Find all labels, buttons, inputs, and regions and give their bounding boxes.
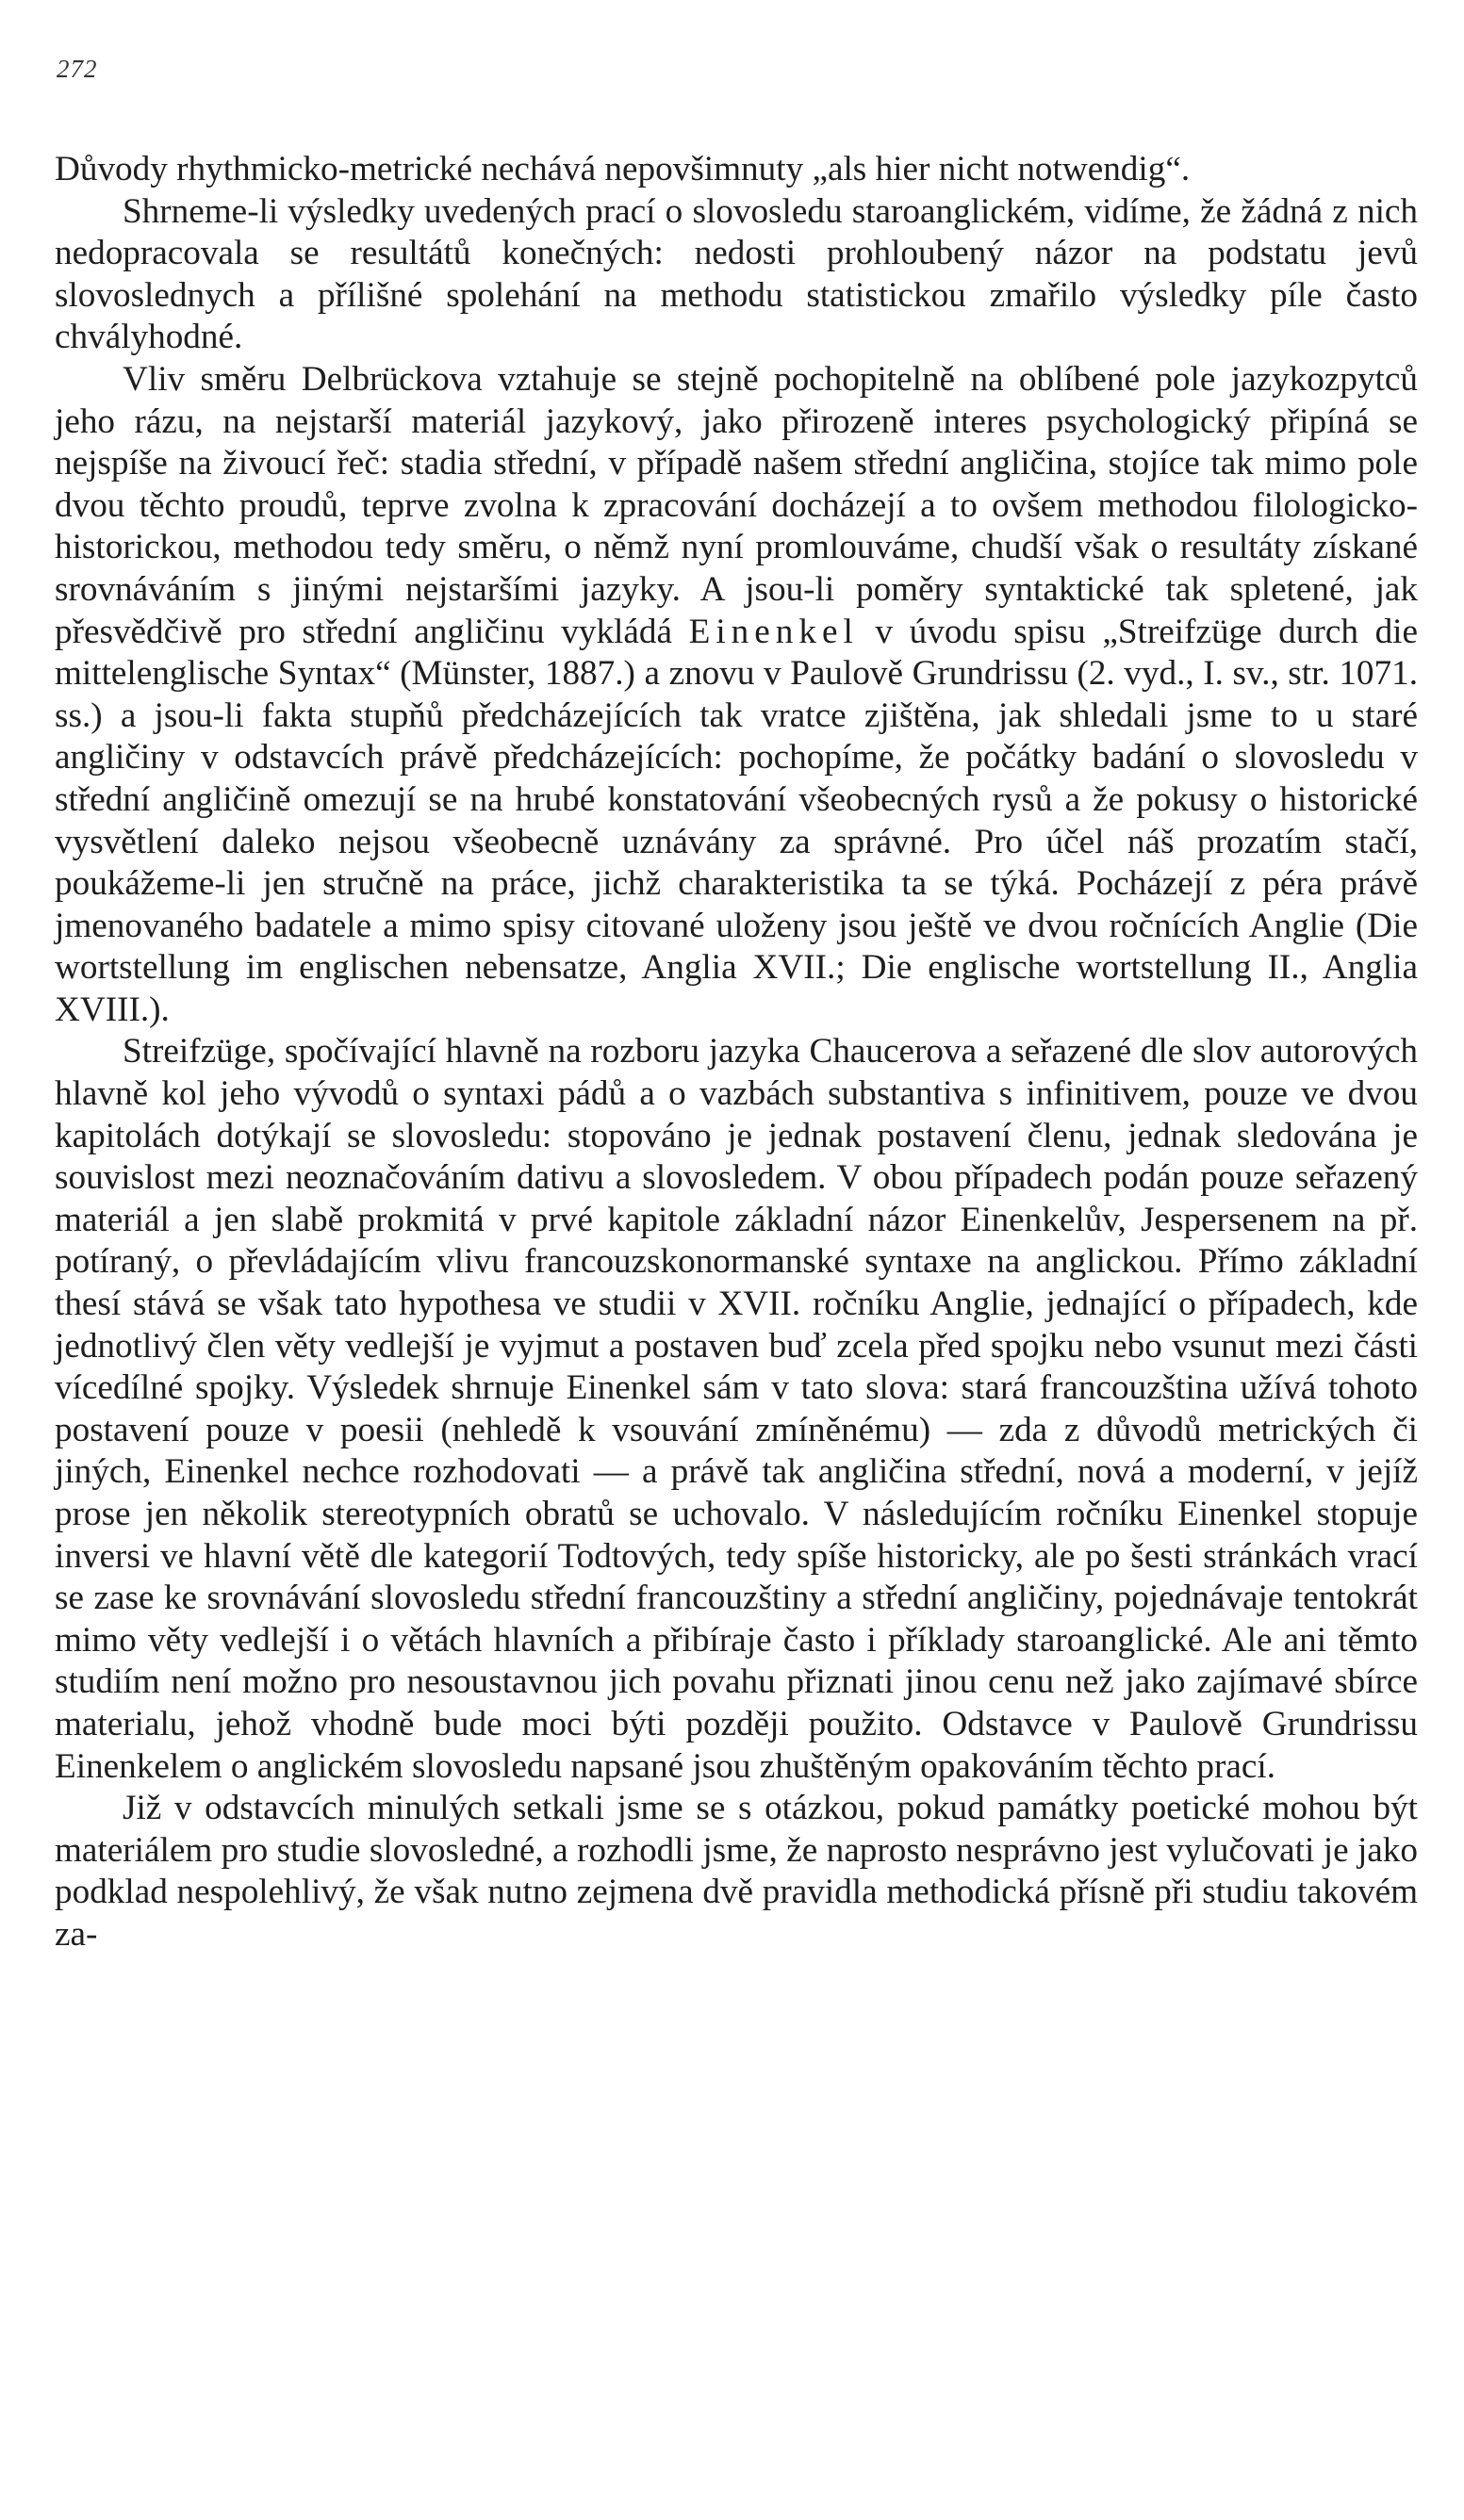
paragraph-3-text-a: Vliv směru Delbrückova vztahuje se stejně pochopitelně na oblíbené pole jazykozpytců jeho rázu, na nejstarší materiál jazykový, jako přirozeně interes psychologický připíná se nejspíše na živoucí řeč: stadia střední, v případě našem střední angličina, stojíce tak mimo pole dvou těchto proudů, teprve zvolna k zpracování docházejí a to ovšem methodou filologicko-historickou, methodou tedy směru, o němž nyní promlouváme, chudší však o resultáty získané srovnáváním s jinými nejstaršími jazyky. A jsou-li poměry syntaktické tak spletené, jak přesvědčivě pro střední angličinu vykládá [55, 359, 1418, 651]
page-number: 272 [57, 55, 98, 83]
paragraph-4: Streifzüge, spočívající hlavně na rozboru jazyka Chaucerova a seřazené dle slov autorových hlavně kol jeho vývodů o syntaxi pádů a o vazbách substantiva s infinitivem, pouze ve dvou kapitolách dotýkají se slovosledu: stopováno je jednak postavení členu, jednak sledována je souvislost mezi neoznačováním dativu a slovosledem. V obou případech podán pouze seřazený materiál a jen slabě prokmitá v prvé kapitole základní názor Einenkelův, Jespersenem na př. potíraný, o převládajícím vlivu francouzskonormanské syntaxe na anglickou. Přímo základní thesí stává se však tato hypothesa ve studii v XVII. ročníku Anglie, jednající o případech, kde jednotlivý člen věty vedlejší je vyjmut a postaven buď zcela před spojku nebo vsunut mezi části vícedílné spojky. Výsledek shrnuje Einenkel sám v tato slova: stará francouzština užívá tohoto postavení pouze v poesii (nehledě k vsouvání zmíněnému) — zda z důvodů metrických či jiných, Einenkel nechce rozhodovati — a právě tak angličina střední, nová a moderní, v jejíž prose jen několik stereotypních obratů se uchovalo. V následujícím ročníku Einenkel stopuje inversi ve hlavní větě dle kategorií Todtových, tedy spíše historicky, ale po šesti stránkách vrací se zase ke srovnávání slovosledu střední francouzštiny a střední angličiny, pojednávaje tentokrát mimo věty vedlejší i o větách hlavních a přibíraje často i příklady staroanglické. Ale ani těmto studiím není možno pro nesoustavnou jich povahu přiznati jinou cenu než jako zajímavé sbírce materialu, jehož vhodně bude moci býti později použito. Odstavce v Paulově Grundrissu Einenkelem o anglickém slovosledu napsané jsou zhuštěným opakováním těchto prací. [55, 1032, 1418, 1786]
text-body [55, 149, 1418, 1956]
paragraph-2: Shrneme-li výsledky uvedených prací o slovosledu staroanglickém, vidíme, že žádná z nich nedopracovala se resultátů konečných: nedosti prohloubený názor na podstatu jevů slovoslednych a přílišné spolehání na methodu statistickou zmařilo výsledky píle často chvályhodné. [55, 191, 1418, 357]
paragraph-1: Důvody rhythmicko-metrické nechává nepovšimnuty „als hier nicht notwendig“. [55, 150, 1191, 188]
paragraph-3 [55, 359, 1418, 1032]
paragraph-5: Již v odstavcích minulých setkali jsme se s otázkou, pokud památky poetické mohou být materiálem pro studie slovosledné, a rozhodli jsme, že naprosto nesprávno jest vylučovati je jako podklad nespolehlivý, že však nutno zejmena dvě pravidla methodická přísně při studiu takovém za- [55, 1789, 1418, 1954]
author-name-spaced: Einenkel [688, 612, 859, 651]
paragraph-3-text-b: v úvodu spisu „Streifzüge durch die mittelenglische Syntax“ (Münster, 1887.) a znovu v Paulově Grundrissu (2. vyd., I. sv., str. 1071. ss.) a jsou-li fakta stupňů předcházejících tak vratce zjištěna, jak shledali jsme to u staré angličiny v odstavcích právě předcházejících: pochopíme, že počátky badání o slovosledu v střední angličině omezují se na hrubé konstatování všeobecných rysů a že pokusy o historické vysvětlení daleko nejsou všeobecně uznávány za správné. Pro účel náš prozatím stačí, poukážeme-li jen stručně na práce, jichž charakteristika ta se týká. Pocházejí z péra právě jmenovaného badatele a mimo spisy citované uloženy jsou ještě ve dvou ročnících Anglie (Die wortstellung im englischen nebensatze, Anglia XVII.; Die englische wortstellung II., Anglia XVIII.). [55, 612, 1418, 1029]
